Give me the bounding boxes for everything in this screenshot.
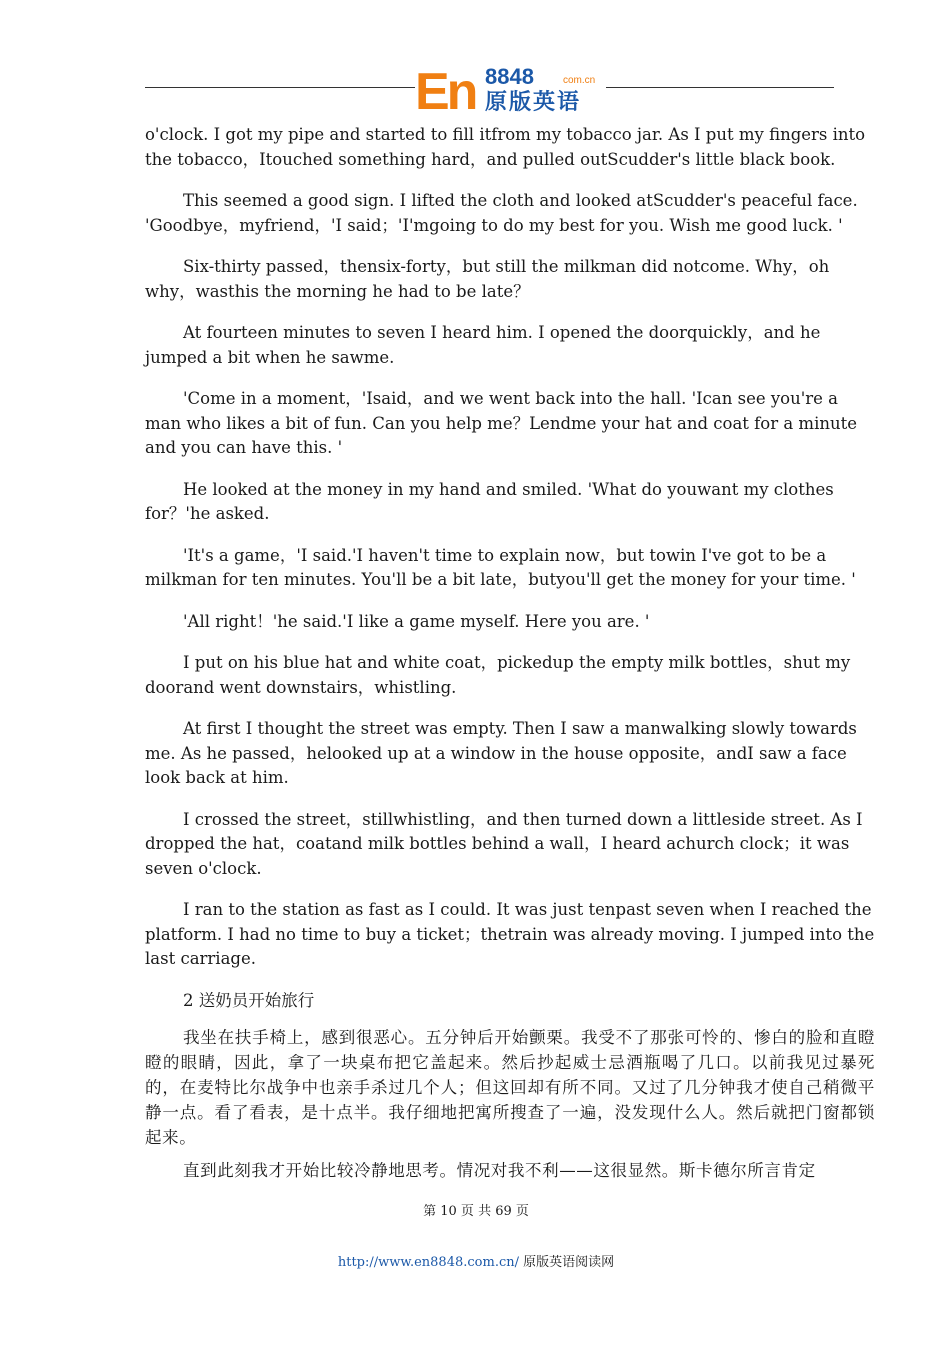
footer-link-line — [0, 1251, 952, 1270]
site-logo[interactable] — [415, 63, 607, 121]
section-heading: 2 送奶员开始旅行 — [183, 990, 315, 1010]
paragraph: 'All right！'he said.'I like a game myself. Here you are. ' — [183, 611, 650, 631]
logo-en-text: En — [415, 63, 476, 121]
page-body — [145, 123, 875, 1191]
paragraph: I crossed the street，stillwhistling，and then turned down a littleside street. As I dropped the hat，coatand milk bottles behind a wall，I heard achurch clock；it was seven o'clock. — [145, 809, 863, 878]
paragraph: 'Come in a moment，'Isaid，and we went back into the hall. 'Ican see you're a man who likes a bit of fun. Can you help me？Lendme your hat and coat for a minute and you can have this. ' — [145, 389, 857, 457]
paragraph: Six-thirty passed，thensix-forty，but still the milkman did notcome. Why，oh why，wasthis the morning he had to be late？ — [145, 257, 830, 301]
logo-chinese-text: 原版英语 — [485, 90, 582, 115]
paragraph: 'It's a game，'I said.'I haven't time to explain now，but towin I've got to be a milkman for ten minutes. You'll be a bit late，butyou'll get the money for your time. ' — [145, 545, 856, 589]
header-rule-left — [145, 87, 415, 88]
logo-number-text: 8848 — [485, 64, 534, 89]
page-number: 第 10 页 共 69 页 — [423, 1204, 529, 1219]
header-rule-right — [606, 87, 834, 88]
footer-site-name: 原版英语阅读网 — [523, 1255, 615, 1270]
logo-domain-text: com.cn — [563, 75, 596, 86]
paragraph: This seemed a good sign. I lifted the cloth and looked atScudder's peaceful face. 'Goodbye，myfriend，'I said；'I'mgoing to do my best for you. Wish me good luck. ' — [145, 191, 858, 235]
paragraph: He looked at the money in my hand and smiled. 'What do youwant my clothes for？'he asked. — [145, 479, 834, 523]
paragraph: o'clock. I got my pipe and started to fill itfrom my tobacco jar. As I put my fingers into the tobacco，Itouched something hard，and pulled outScudder's little black book. — [145, 125, 866, 169]
paragraph: I put on his blue hat and white coat，pickedup the empty milk bottles，shut my doorand went downstairs，whistling. — [145, 653, 851, 697]
paragraph: At first I thought the street was empty. Then I saw a manwalking slowly towards me. As he passed，helooked up at a window in the house opposite，andI saw a face look back at him. — [145, 719, 857, 787]
paragraph: At fourteen minutes to seven I heard him. I opened the doorquickly，and he jumped a bit when he sawme. — [145, 323, 821, 367]
footer-url-link[interactable]: http://www.en8848.com.cn/ — [337, 1255, 519, 1270]
chinese-paragraph: 我坐在扶手椅上，感到很恶心。五分钟后开始颤栗。我受不了那张可怜的、惨白的脸和直瞪瞪的眼睛，因此，拿了一块桌布把它盖起来。然后抄起威士忌酒瓶喝了几口。以前我见过暴死的，在麦特比尔战争中也亲手杀过几个人；但这回却有所不同。又过了几分钟我才使自己稍微平静一点。看了看表，是十点半。我仔细地把寓所搜查了一遍，没发现什么人。然后就把门窗都锁起来。 — [145, 1028, 875, 1147]
chinese-paragraph: 直到此刻我才开始比较冷静地思考。情况对我不利——这很显然。斯卡德尔所言肯定 — [183, 1161, 816, 1180]
paragraph: I ran to the station as fast as I could. It was just tenpast seven when I reached the platform. I had no time to buy a ticket；thetrain was already moving. I jumped into the last carriage. — [145, 900, 875, 968]
